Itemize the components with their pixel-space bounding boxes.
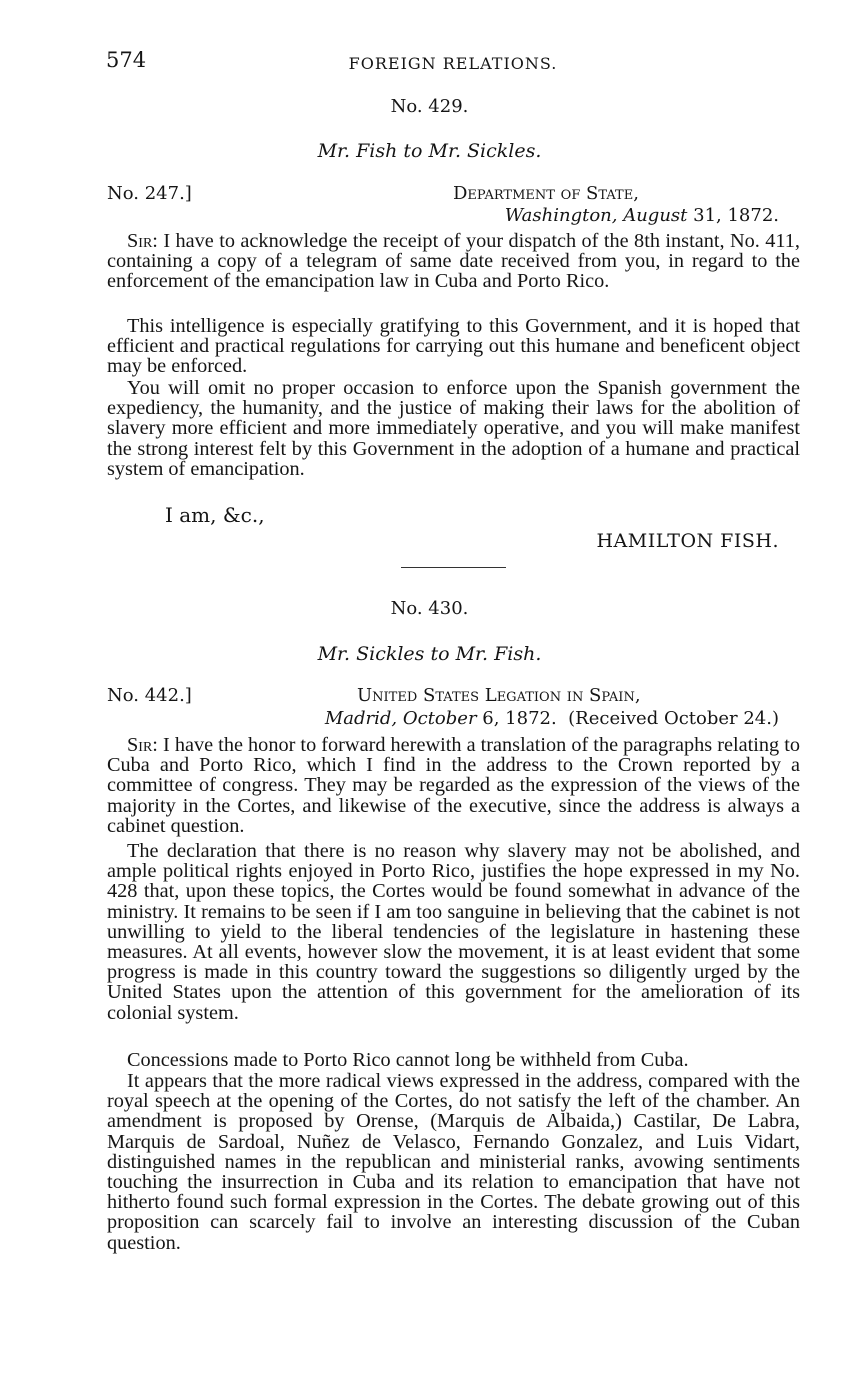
doc2-paragraph-4: It appears that the more radical views expressed in the address, compared with the royal speech at the opening of the Cortes, do not satisfy the left of the chamber. An amendment is proposed by Orense, (Marquis de Albaida,) Castilar, De Labra, Marquis de Sardoal, Nuñez de Velasco, Fernando Gonzalez, and Luis Vidart, distinguished names in the republican and ministerial ranks, avowing sentiments touching the insurrection in Cuba and its relation to emancipation that have not hitherto found such formal expression in the Cortes. The debate growing out of this proposition can scarcely fail to involve an interesting discussion of the Cuban question. (107, 1070, 800, 1254)
doc1-dateline (505, 205, 779, 226)
doc2-paragraph-1: Sir: I have the honor to forward herewith a translation of the paragraphs relating to Cuba and Porto Rico, which I find in the address to the Crown reported by a committee of congress. They may be regarded as the expression of the views of the majority in the Cortes, and likewise of the executive, since the address is always a cabinet question. (107, 734, 800, 837)
doc2-number: No. 430. (390, 598, 469, 619)
doc1-reference-number: No. 247.] (107, 183, 192, 204)
doc2-reference-number: No. 442.] (107, 685, 192, 706)
running-header (106, 48, 800, 78)
doc2-title: Mr. Sickles to Mr. Fish. (317, 643, 542, 665)
running-title: FOREIGN RELATIONS. (348, 54, 558, 73)
doc1-paragraph-2: This intelligence is especially gratifying to this Government, and it is hoped that efficient and practical regulations for carrying out this humane and beneficent object may be enforced. (107, 315, 800, 378)
doc2-date: 6, 1872. (476, 708, 557, 729)
doc1-number: No. 429. (390, 96, 469, 117)
doc2-place: Madrid, October (324, 708, 477, 729)
doc2-dateline (325, 708, 779, 729)
section-divider (401, 567, 506, 568)
doc1-paragraph-3: You will omit no proper occasion to enforce upon the Spanish government the expediency, the humanity, and the justice of making their laws for the abolition of slavery more efficient and more immediately operative, and you will make manifest the strong interest felt by this Government in the adoption of a humane and practical system of emancipation. (107, 377, 800, 480)
doc2-paragraph-3: Concessions made to Porto Rico cannot long be withheld from Cuba. (127, 1049, 689, 1071)
doc1-signature: HAMILTON FISH. (596, 530, 779, 552)
doc1-place: Washington, August (504, 205, 688, 226)
doc1-date: 31, 1872. (687, 205, 779, 226)
doc2-paragraph-2: The declaration that there is no reason why slavery may not be abolished, and ample political rights enjoyed in Porto Rico, justifies the hope expressed in my No. 428 that, upon these topics, the Cortes would be found somewhat in advance of the ministry. It remains to be seen if I am too sanguine in believing that the cabinet is not unwilling to yield to the liberal tendencies of the legislature in hastening these measures. At all events, however slow the movement, it is at least evident that some progress is made in this country toward the suggestions so diligently urged by the United States upon the attention of this government for the amelioration of its colonial system. (107, 840, 800, 1024)
page-number: 574 (106, 48, 147, 72)
doc2-received: (Received October 24.) (568, 708, 779, 729)
doc2-legation: United States Legation in Spain, (357, 685, 641, 706)
doc1-department: Department of State, (453, 183, 639, 204)
doc1-closing: I am, &c., (165, 503, 265, 527)
doc1-title: Mr. Fish to Mr. Sickles. (317, 140, 542, 162)
doc1-paragraph-1: Sir: I have to acknowledge the receipt of your dispatch of the 8th instant, No. 411, containing a copy of a telegram of same date received from you, in regard to the enforcement of the emancipation law in Cuba and Porto Rico. (107, 230, 800, 293)
